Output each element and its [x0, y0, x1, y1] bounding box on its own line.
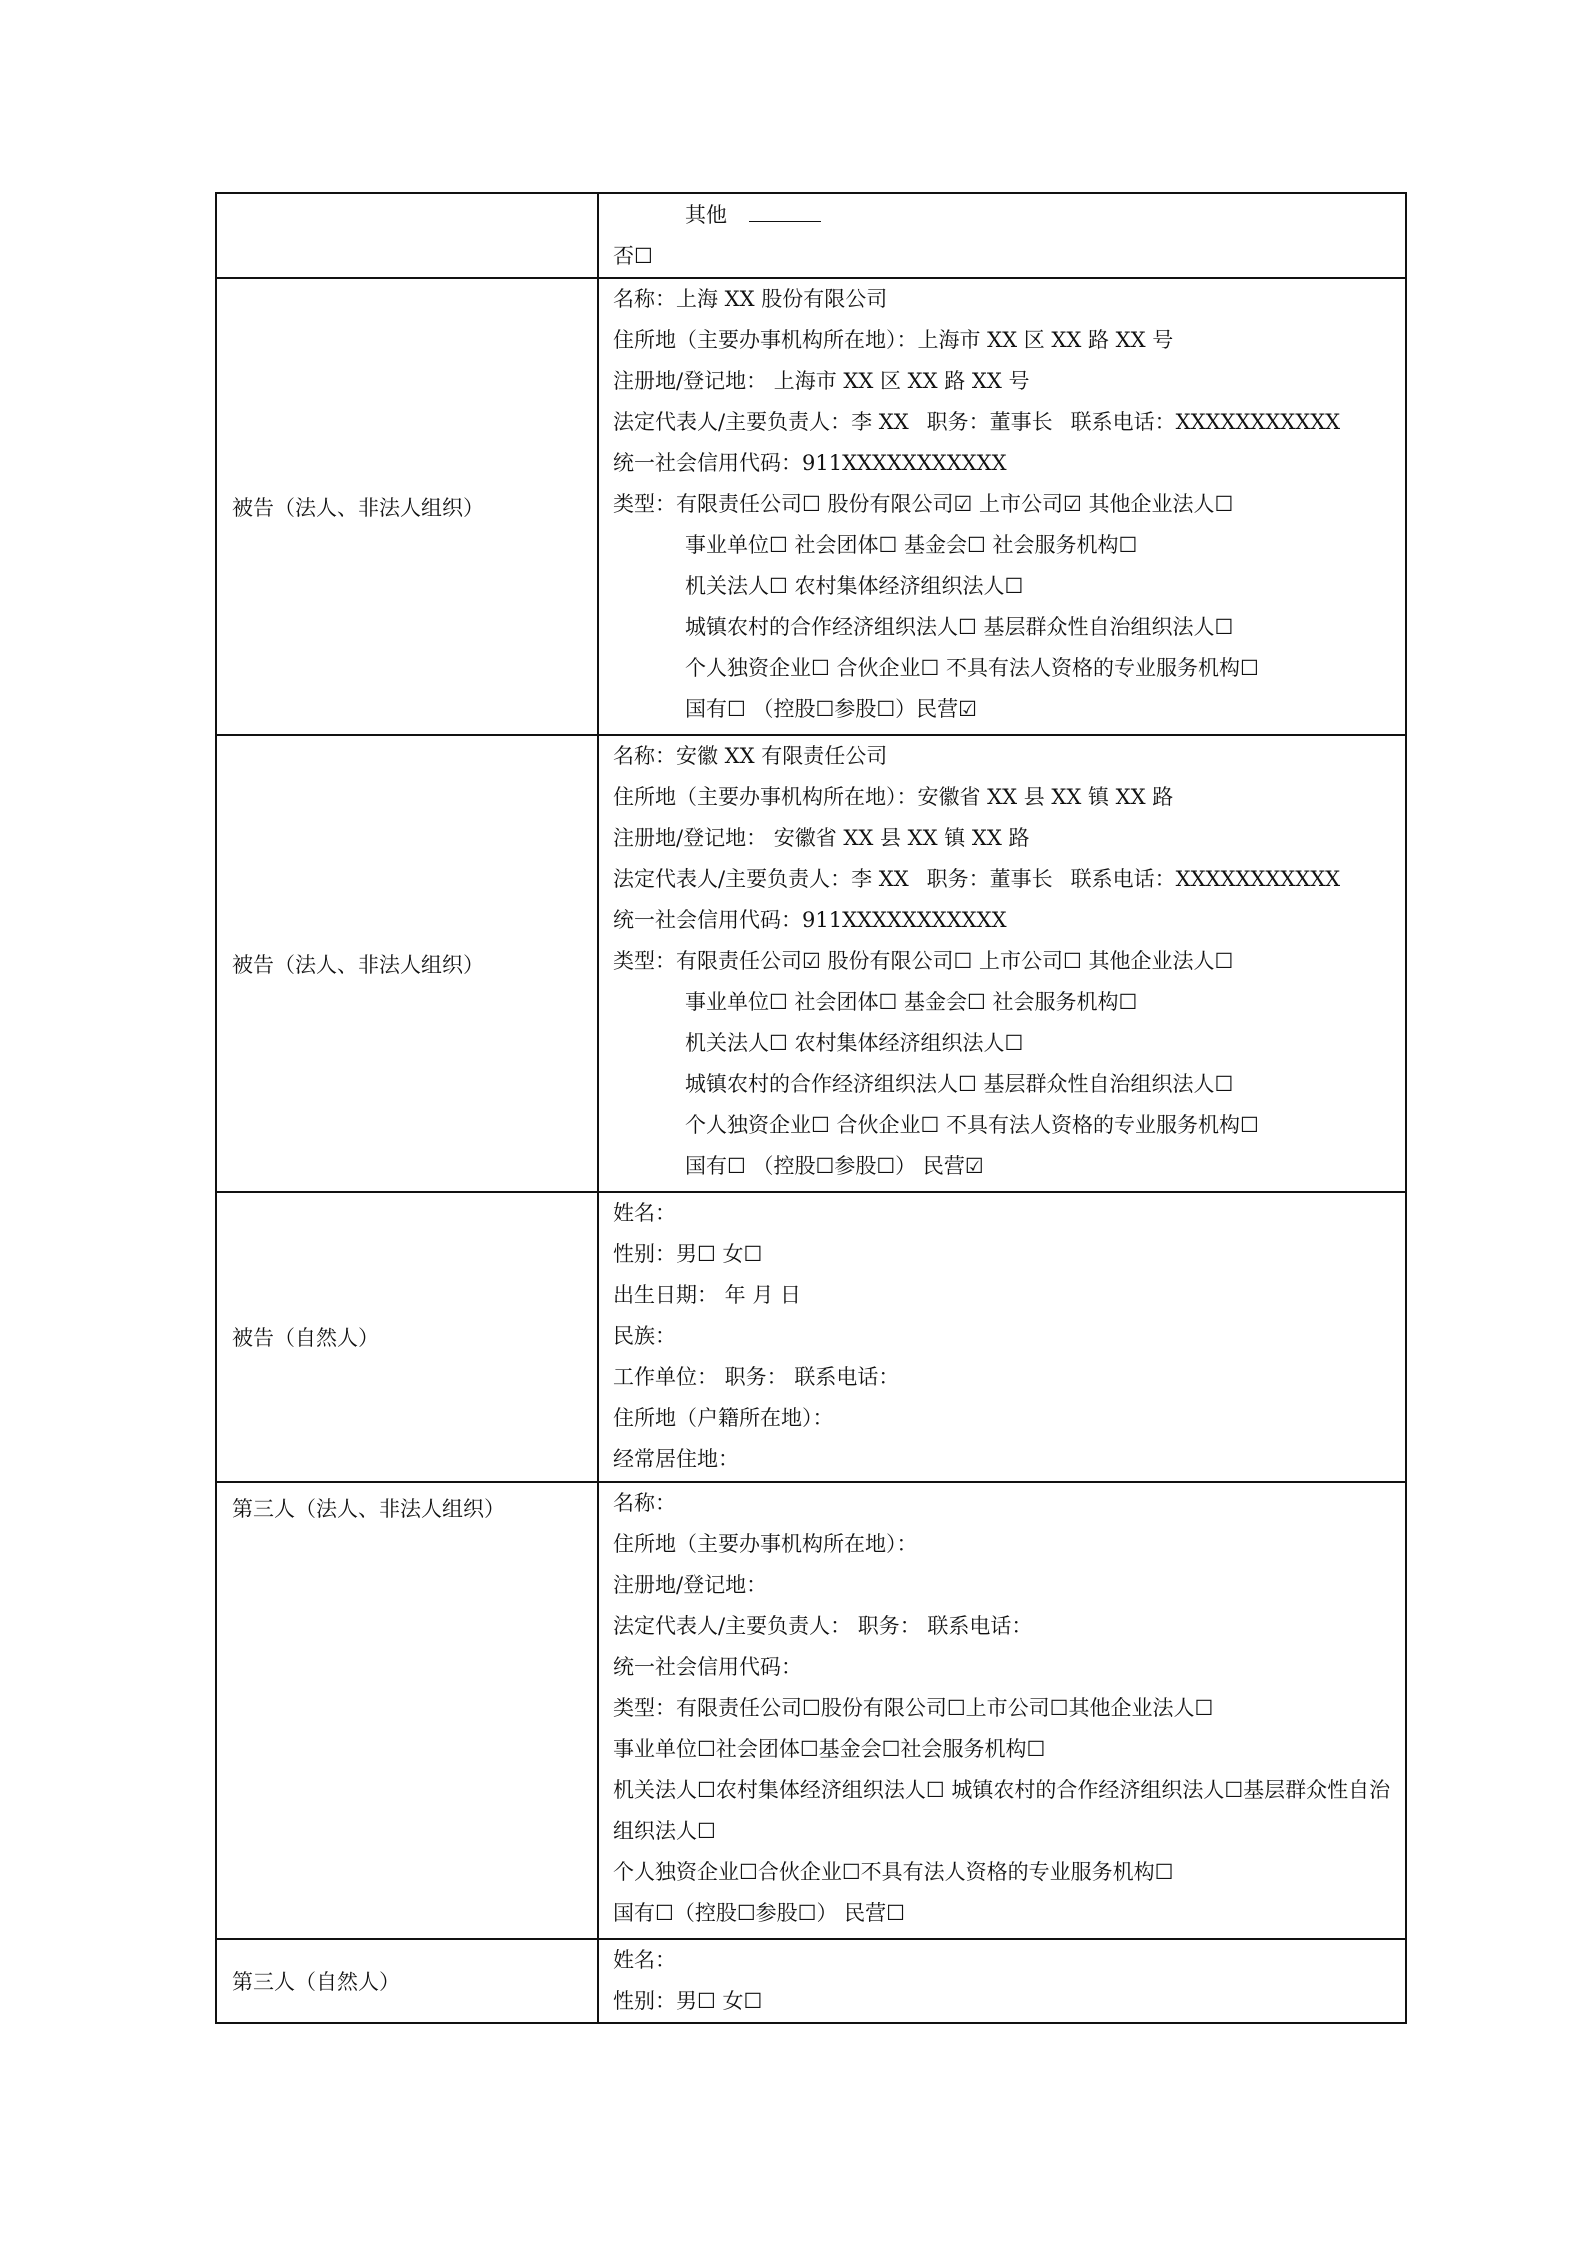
type-line-1: 类型：有限责任公司☑ 股份有限公司☐ 上市公司☐ 其他企业法人☐ — [613, 949, 1234, 973]
row-content-defendant-natural — [598, 1192, 1406, 1482]
name-line: 姓名： — [613, 1201, 676, 1225]
type-line-1: 类型：有限责任公司☐股份有限公司☐上市公司☐其他企业法人☐ — [613, 1696, 1214, 1720]
type-line-2: 事业单位☐社会团体☐基金会☐社会服务机构☐ — [613, 1737, 1046, 1761]
phone-text: 联系电话：XXXXXXXXXXX — [1070, 410, 1341, 434]
other-option-line — [613, 194, 1397, 236]
type-line-6: 国有☐ （控股☐参股☐）民营☑ — [685, 697, 977, 721]
type-line-4: 城镇农村的合作经济组织法人☐ 基层群众性自治组织法人☐ — [685, 1072, 1234, 1096]
name-line: 名称：安徽 XX 有限责任公司 — [613, 744, 888, 768]
type-line-1: 类型：有限责任公司☐ 股份有限公司☑ 上市公司☑ 其他企业法人☐ — [613, 492, 1234, 516]
representative-text: 法定代表人/主要负责人：李 XX — [613, 410, 909, 434]
domicile-line: 住所地（主要办事机构所在地）：上海市 XX 区 XX 路 XX 号 — [613, 328, 1174, 352]
representative-line: 法定代表人/主要负责人： 职务： 联系电话： — [613, 1614, 1033, 1638]
table-row-continuation — [216, 193, 1406, 278]
row-label-defendant-org-2: 被告（法人、非法人组织） — [216, 735, 598, 1192]
no-option-line: 否☐ — [613, 244, 653, 268]
table-row-defendant-org-1 — [216, 278, 1406, 735]
domicile-line: 住所地（户籍所在地）： — [613, 1406, 834, 1430]
table-row-third-party-org — [216, 1482, 1406, 1939]
phone-text: 联系电话：XXXXXXXXXXX — [1070, 867, 1341, 891]
type-line-3: 机关法人☐ 农村集体经济组织法人☐ — [685, 1031, 1024, 1055]
party-info-table — [215, 192, 1407, 2024]
name-line: 名称：上海 XX 股份有限公司 — [613, 287, 888, 311]
table-row-third-party-natural — [216, 1939, 1406, 2023]
ethnicity-line: 民族： — [613, 1324, 676, 1348]
residence-line: 经常居住地： — [613, 1447, 739, 1471]
gender-line: 性别：男☐ 女☐ — [613, 1989, 763, 2013]
row-content-defendant-org-2 — [598, 735, 1406, 1192]
position-text: 职务：董事长 — [926, 867, 1053, 891]
row-label-third-party-org: 第三人（法人、非法人组织） — [216, 1482, 598, 1939]
credit-code-line: 统一社会信用代码： — [613, 1655, 802, 1679]
representative-line — [613, 402, 1397, 443]
type-line-4: 城镇农村的合作经济组织法人☐ 基层群众性自治组织法人☐ — [685, 615, 1234, 639]
registered-line: 注册地/登记地： 安徽省 XX 县 XX 镇 XX 路 — [613, 826, 1030, 850]
employer-line: 工作单位： 职务： 联系电话： — [613, 1365, 900, 1389]
row-content-third-party-natural — [598, 1939, 1406, 2023]
row-label-defendant-natural: 被告（自然人） — [216, 1192, 598, 1482]
type-line-2: 事业单位☐ 社会团体☐ 基金会☐ 社会服务机构☐ — [685, 533, 1138, 557]
name-line: 名称： — [613, 1491, 676, 1515]
row-label-defendant-org-1: 被告（法人、非法人组织） — [216, 278, 598, 735]
type-line-5: 个人独资企业☐ 合伙企业☐ 不具有法人资格的专业服务机构☐ — [685, 1113, 1259, 1137]
gender-line: 性别：男☐ 女☐ — [613, 1242, 763, 1266]
row-content-defendant-org-1 — [598, 278, 1406, 735]
representative-text: 法定代表人/主要负责人：李 XX — [613, 867, 909, 891]
position-text: 职务：董事长 — [926, 410, 1053, 434]
domicile-line: 住所地（主要办事机构所在地）： — [613, 1532, 918, 1556]
type-line-4: 个人独资企业☐合伙企业☐不具有法人资格的专业服务机构☐ — [613, 1860, 1174, 1884]
row-content-third-party-org — [598, 1482, 1406, 1939]
row-label-empty — [216, 193, 598, 278]
type-line-3: 机关法人☐农村集体经济组织法人☐ 城镇农村的合作经济组织法人☐基层群众性自治组织法人☐ — [613, 1778, 1391, 1843]
table-row-defendant-natural — [216, 1192, 1406, 1482]
domicile-line: 住所地（主要办事机构所在地）：安徽省 XX 县 XX 镇 XX 路 — [613, 785, 1174, 809]
credit-code-line: 统一社会信用代码：911XXXXXXXXXXX — [613, 908, 1007, 932]
row-label-third-party-natural: 第三人（自然人） — [216, 1939, 598, 2023]
registered-line: 注册地/登记地： 上海市 XX 区 XX 路 XX 号 — [613, 369, 1030, 393]
registered-line: 注册地/登记地： — [613, 1573, 768, 1597]
credit-code-line: 统一社会信用代码：911XXXXXXXXXXX — [613, 451, 1007, 475]
type-line-2: 事业单位☐ 社会团体☐ 基金会☐ 社会服务机构☐ — [685, 990, 1138, 1014]
type-line-3: 机关法人☐ 农村集体经济组织法人☐ — [685, 574, 1024, 598]
other-label: 其他 — [685, 203, 727, 227]
row-content-continuation — [598, 193, 1406, 278]
representative-line — [613, 859, 1397, 900]
other-blank-field[interactable] — [749, 199, 821, 222]
type-line-5: 国有☐（控股☐参股☐） 民营☐ — [613, 1901, 905, 1925]
birthdate-line: 出生日期： 年 月 日 — [613, 1283, 802, 1307]
type-line-5: 个人独资企业☐ 合伙企业☐ 不具有法人资格的专业服务机构☐ — [685, 656, 1259, 680]
table-row-defendant-org-2 — [216, 735, 1406, 1192]
type-line-6: 国有☐ （控股☐参股☐） 民营☑ — [685, 1154, 984, 1178]
name-line: 姓名： — [613, 1948, 676, 1972]
